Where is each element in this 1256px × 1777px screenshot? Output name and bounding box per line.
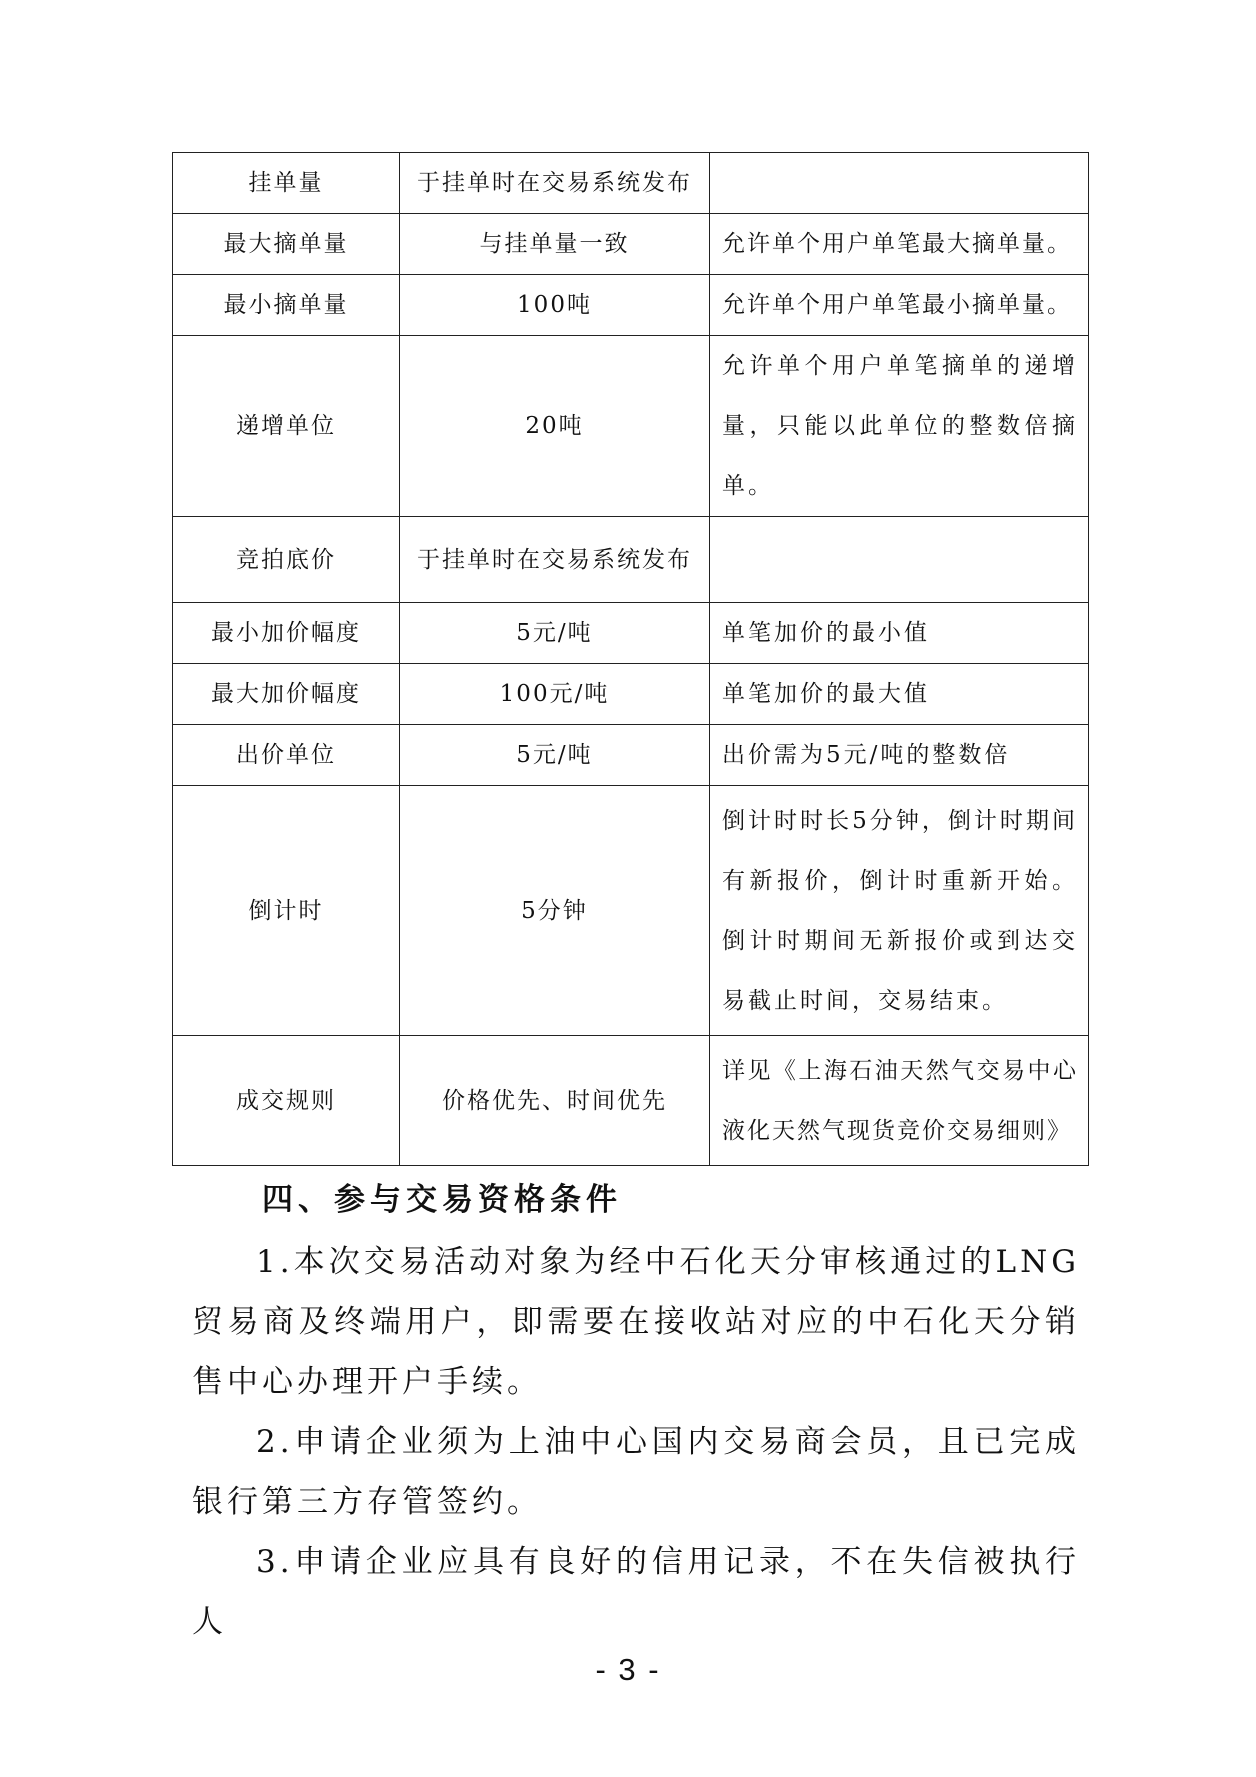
table-row (173, 517, 1089, 603)
paragraph: 3.申请企业应具有良好的信用记录，不在失信被执行人 (192, 1544, 1080, 1640)
rule-value: 价格优先、时间优先 (400, 1036, 710, 1166)
rule-item: 出价单位 (173, 725, 400, 786)
table-row (173, 153, 1089, 214)
rule-note (710, 153, 1089, 214)
paragraph: 1.本次交易活动对象为经中石化天分审核通过的LNG贸易商及终端用户，即需要在接收站对应的中石化天分销售中心办理开户手续。 (192, 1244, 1080, 1400)
table-row (173, 603, 1089, 664)
table-row (173, 275, 1089, 336)
rule-item: 挂单量 (173, 153, 400, 214)
rule-note: 倒计时时长5分钟，倒计时期间有新报价，倒计时重新开始。倒计时期间无新报价或到达交易截止时间，交易结束。 (710, 786, 1089, 1036)
rule-value: 与挂单量一致 (400, 214, 710, 275)
rule-item: 最小摘单量 (173, 275, 400, 336)
rule-item: 最大加价幅度 (173, 664, 400, 725)
table-row (173, 725, 1089, 786)
rule-note: 出价需为5元/吨的整数倍 (710, 725, 1089, 786)
rule-item: 成交规则 (173, 1036, 400, 1166)
rule-note: 允许单个用户单笔最小摘单量。 (710, 275, 1089, 336)
table-row (173, 786, 1089, 1036)
rule-note: 单笔加价的最小值 (710, 603, 1089, 664)
rule-value: 100元/吨 (400, 664, 710, 725)
table-row (173, 664, 1089, 725)
rule-value: 于挂单时在交易系统发布 (400, 517, 710, 603)
rule-value: 5分钟 (400, 786, 710, 1036)
rule-value: 于挂单时在交易系统发布 (400, 153, 710, 214)
rule-note (710, 517, 1089, 603)
table-row (173, 1036, 1089, 1166)
rule-note: 允许单个用户单笔最大摘单量。 (710, 214, 1089, 275)
rule-item: 倒计时 (173, 786, 400, 1036)
rule-item: 递增单位 (173, 336, 400, 517)
rule-value: 20吨 (400, 336, 710, 517)
rule-value: 5元/吨 (400, 725, 710, 786)
rule-value: 100吨 (400, 275, 710, 336)
rule-value: 5元/吨 (400, 603, 710, 664)
paragraph: 2.申请企业须为上油中心国内交易商会员，且已完成银行第三方存管签约。 (192, 1424, 1080, 1520)
table-row (173, 214, 1089, 275)
rule-item: 最小加价幅度 (173, 603, 400, 664)
rule-note: 单笔加价的最大值 (710, 664, 1089, 725)
rule-item: 最大摘单量 (173, 214, 400, 275)
rule-note: 详见《上海石油天然气交易中心液化天然气现货竞价交易细则》 (710, 1036, 1089, 1166)
page-number: - 3 - (595, 1652, 661, 1687)
rule-item: 竞拍底价 (173, 517, 400, 603)
table-row (173, 336, 1089, 517)
trading-rules-table (172, 152, 1089, 1166)
rule-note: 允许单个用户单笔摘单的递增量，只能以此单位的整数倍摘单。 (710, 336, 1089, 517)
section-heading: 四、参与交易资格条件 (262, 1182, 622, 1218)
